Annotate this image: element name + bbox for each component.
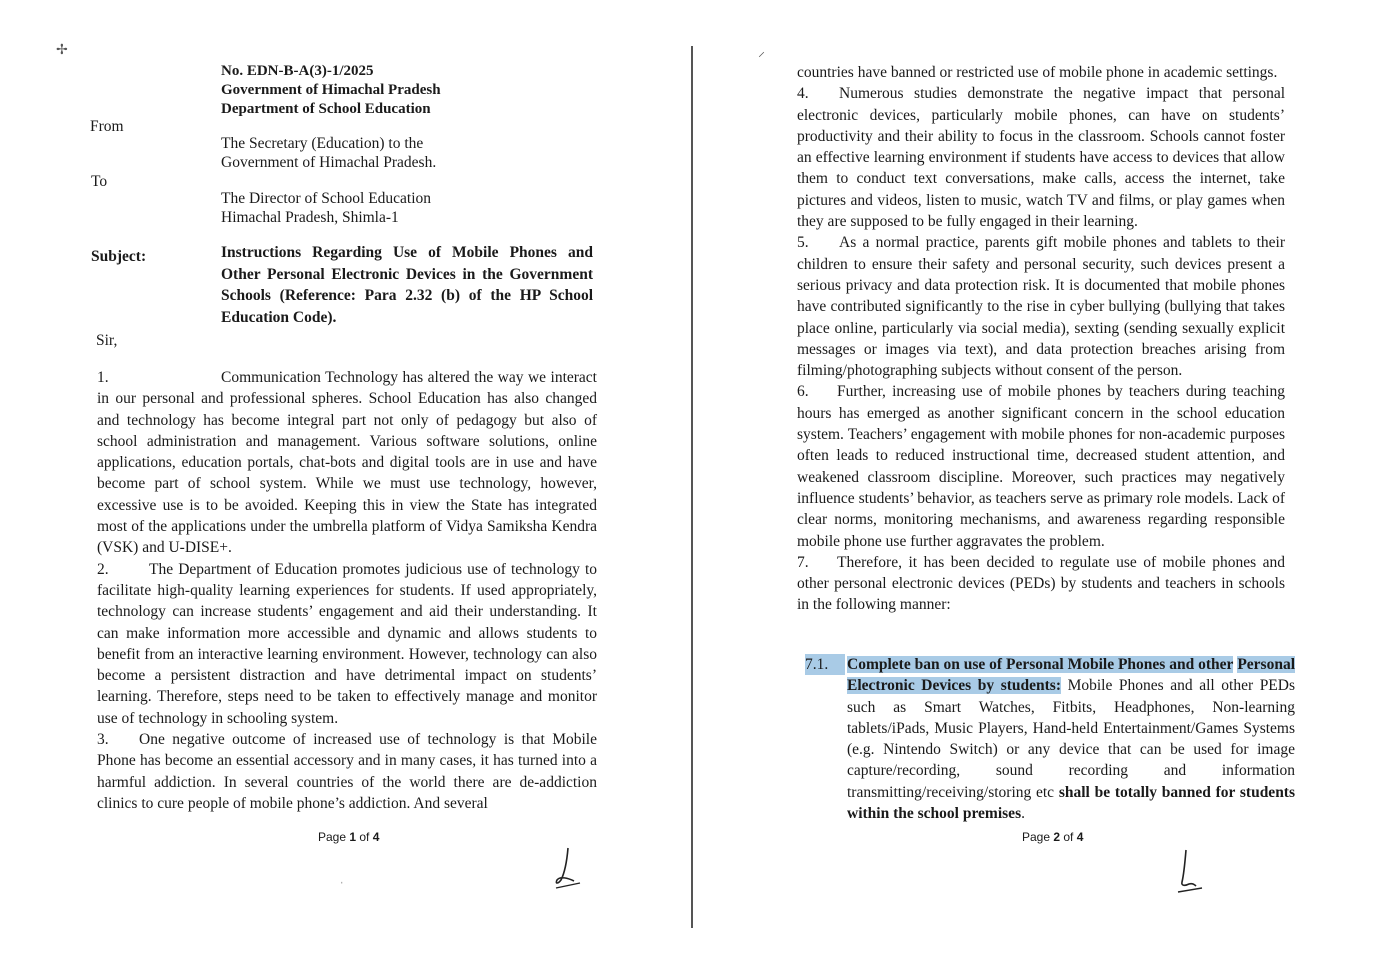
paragraph-7-1-body: [847, 654, 1295, 824]
paragraph-3-number: 3.: [97, 731, 109, 749]
paragraph-7-1-number: 7.1.: [805, 654, 845, 675]
letter-number: No. EDN-B-A(3)-1/2025: [221, 63, 374, 79]
paragraph-6-number: 6.: [797, 383, 809, 401]
footer-of: of: [1060, 830, 1077, 844]
from-label: From: [90, 118, 124, 135]
signature-initials-icon: [548, 846, 588, 892]
signature-initials-icon: [1172, 846, 1212, 896]
paragraph-6-text: Further, increasing use of mobile phones by teachers during teaching hours has emerged as another significant concern in the school education system. Teachers’ engagement with mobile phones for non-academic purposes often leads to reduced instructional time, decreased student attention, and weakened classroom discipline. Moreover, such practices may negatively influence students’ behavior, as teachers serve as primary role models. Lack of clear norms, monitoring mechanisms, and awareness regarding responsible mobile phone use further aggravates the problem.: [797, 383, 1285, 550]
footer-total-pages: 4: [372, 830, 380, 844]
from-line-2: Government of Himachal Pradesh.: [221, 154, 437, 171]
paragraph-1-text: Communication Technology has altered the way we interact in our personal and professional spheres. School Education has also changed and technology has become integral part not only of pedagogy but also of school administration and management. Various software solutions, online applications, education portals, chat-bots and digital tools are in use and have become part of school system. While we must use technology, however, excessive use is to be avoided. Keeping this in view the State has integrated most of the applications under the umbrella platform of Vidya Samiksha Kendra (VSK) and U-DISE+.: [97, 369, 597, 557]
salutation: Sir,: [96, 332, 118, 349]
scan-mark-icon: ⸝: [758, 45, 765, 60]
paragraph-5-number: 5.: [797, 234, 809, 252]
subject-text: Instructions Regarding Use of Mobile Phones and Other Personal Electronic Devices in the Government Schools (Reference: Para 2.32 (b) of the HP School Education Code).: [221, 244, 593, 326]
paragraph-4: [797, 83, 1285, 232]
footer-page-number: 2: [1053, 830, 1061, 844]
paragraph-5-text: As a normal practice, parents gift mobile phones and tablets to their children to ensure their safety and personal security, such devices present a serious privacy and data protection risk. It is documented that mobile phones have contributed significantly to the rise in cyber bullying (bullying that takes place online, particularly via social media), sexting (sending sexually explicit messages or images via text), and data protection breaches arising from filming/photographing subjects without consent of the person.: [797, 234, 1285, 380]
page1-body: [97, 367, 597, 814]
paragraph-2-number: 2.: [97, 560, 109, 578]
paragraph-7-1-title-a: Complete ban on use of Personal Mobile Phones and other: [847, 656, 1234, 673]
document-page-1: [0, 0, 692, 959]
government-name: Government of Himachal Pradesh: [221, 82, 441, 98]
paragraph-5: [797, 232, 1285, 381]
subject-label: Subject:: [91, 248, 147, 265]
paragraph-7-number: 7.: [797, 553, 809, 571]
to-line-1: The Director of School Education: [221, 190, 432, 207]
paragraph-1-number: 1.: [97, 369, 109, 386]
paragraph-4-number: 4.: [797, 85, 809, 103]
document-page-2: [694, 0, 1385, 959]
scan-mark-icon: ✢: [56, 43, 68, 58]
paragraph-3: [97, 729, 597, 814]
footer-page-number: 1: [349, 830, 357, 844]
page-1-footer: [318, 830, 379, 844]
footer-prefix: Page: [318, 830, 350, 844]
from-line-1: The Secretary (Education) to the: [221, 135, 424, 152]
department-name: Department of School Education: [221, 101, 431, 117]
paragraph-7-1-text: Mobile Phones and all other PEDs such as Smart Watches, Fitbits, Headphones, Non-learning tablets/iPads, Music Players, Hand-held Entertainment/Games Systems (e.g. Nintendo Switch) or any device that can be used for image capture/recording, sound recording and information transmitting/receiving/storing etc: [847, 677, 1296, 801]
page-divider: [691, 46, 693, 928]
paragraph-7: [797, 552, 1285, 616]
footer-of: of: [356, 830, 373, 844]
paragraph-4-text: Numerous studies demonstrate the negative impact that personal electronic devices, particularly mobile phones, can have on students’ productivity and their ability to focus in the classroom. Schools cannot foster an effective learning environment if students have access to devices that allow them to conduct text conversations, make calls, access the internet, take pictures and videos, listen to music, watch TV and films, or play games when they are supposed to be fully engaged in their learning.: [797, 85, 1285, 231]
paragraph-3-text: One negative outcome of increased use of technology is that Mobile Phone has become an essential accessory and in many cases, it has turned into a harmful addiction. In several countries of the world there are de-addiction clinics to cure people of mobile phone’s addiction. And several: [97, 731, 597, 812]
paragraph-7-1-end: .: [1021, 805, 1025, 823]
letter-header: [221, 62, 521, 119]
continuation-text: countries have banned or restricted use of mobile phone in academic settings.: [797, 64, 1278, 81]
paragraph-2-text: The Department of Education promotes judicious use of technology to facilitate high-quality learning experiences for students. If used appropriately, technology can increase students’ engagement and aid their understanding. It can make information more accessible and dynamic and allows students to benefit from an interactive learning environment. However, technology can also become a persistent distraction and have detrimental impact on students’ learning. Therefore, steps need to be taken to effectively manage and monitor use of technology in schooling system.: [97, 560, 597, 727]
paragraph-1: [97, 367, 597, 559]
paragraph-7-text: Therefore, it has been decided to regulate use of mobile phones and other personal electronic devices (PEDs) by students and teachers in schools in the following manner:: [797, 553, 1285, 614]
to-label: To: [91, 173, 108, 190]
footer-total-pages: 4: [1076, 830, 1084, 844]
page-2-footer: [1022, 830, 1083, 844]
paragraph-6: [797, 381, 1285, 551]
page2-body: [797, 62, 1285, 616]
paragraph-7-1-bold-end: shall be totally banned for students within the school premises: [847, 783, 1296, 823]
to-address: [221, 189, 541, 227]
to-line-2: Himachal Pradesh, Shimla-1: [221, 209, 399, 226]
from-address: [221, 134, 541, 172]
footer-prefix: Page: [1022, 830, 1054, 844]
paragraph-2: [97, 559, 597, 729]
paragraph-7-1-title-b: Personal Electronic Devices by students:: [847, 656, 1296, 695]
paragraph-7-1: [805, 654, 1295, 824]
scan-dot-icon: ˌ: [340, 872, 344, 884]
